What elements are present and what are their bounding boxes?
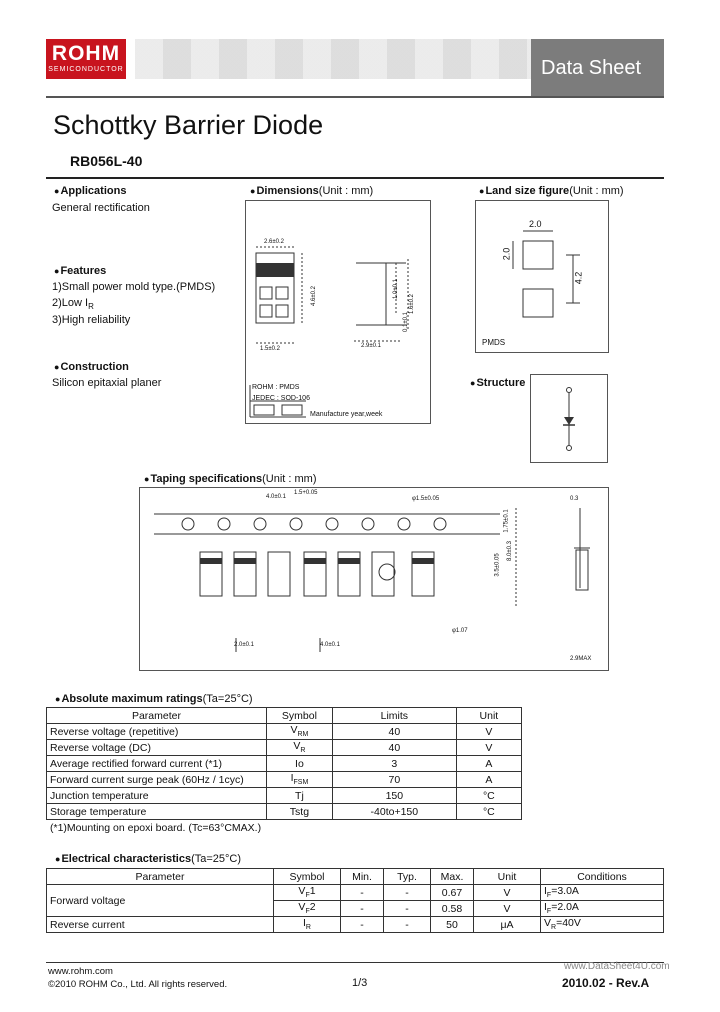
- taping-w-label: 8.0±0.3: [506, 541, 513, 561]
- dim-h1-label: 1.0±0.1: [392, 279, 399, 299]
- footer-copyright: ©2010 ROHM Co., Ltd. All rights reserved.: [48, 979, 228, 990]
- dimensions-heading: ● Dimensions(Unit : mm): [250, 185, 373, 197]
- structure-heading: ● Structure: [470, 377, 525, 389]
- header-band: [135, 39, 531, 79]
- land-pattern-drawing: [476, 201, 608, 352]
- land-pkg-label: PMDS: [482, 338, 506, 347]
- tape-drawing: [140, 488, 608, 670]
- structure-figure: [530, 374, 608, 463]
- rohm-logo: ROHM SEMICONDUCTOR: [46, 39, 126, 79]
- taping-pitch-label: 2.0±0.1: [234, 642, 254, 648]
- land-width-label: 2.0: [529, 219, 542, 229]
- taping-d0-label: 1.5+0.05: [294, 490, 318, 496]
- dim-w-label: 2.9±0.1: [361, 343, 381, 349]
- applications-text: General rectification: [52, 202, 150, 214]
- dim-h2-label: 1.6±0.2: [408, 294, 415, 314]
- table-row: Reverse current $I_R$ - - 50 μA $V_R=40V$: [47, 917, 664, 933]
- dimensions-figure: [245, 200, 431, 424]
- abs-max-table: [46, 707, 522, 820]
- dim-side-label: 4.6±0.2: [310, 286, 317, 306]
- applications-heading: ● Applications: [54, 185, 126, 197]
- taping-e-label: 1.75±0.1: [503, 509, 510, 533]
- revision: 2010.02 - Rev.A: [562, 976, 650, 990]
- table-row: Average rectified forward current (*1) Io 3 A: [47, 756, 522, 772]
- taping-d1-label: φ1.5±0.05: [412, 496, 440, 502]
- diode-symbol: [531, 375, 607, 462]
- feature-item-3: 3)High reliability: [52, 314, 131, 326]
- pkg-label: ROHM : PMDS: [252, 384, 300, 391]
- footer-url[interactable]: www.rohm.com: [48, 966, 113, 977]
- abs-max-footnote: (*1)Mounting on epoxi board. (Tc=63°CMAX.): [50, 822, 262, 834]
- construction-text: Silicon epitaxial planer: [52, 377, 162, 389]
- dim-top-label: 2.6±0.2: [264, 239, 284, 245]
- feature-item-1: 1)Small power mold type.(PMDS): [52, 281, 216, 293]
- taping-p0-label: 4.0±0.1: [266, 494, 286, 500]
- elec-table: [46, 868, 664, 933]
- taping-heading: ● Taping specifications(Unit : mm): [144, 473, 316, 485]
- dim-t-label: 0.1±0.1: [402, 312, 409, 332]
- table-row: $V_F2$ - - 0.58 V $I_F=2.0A$: [47, 901, 664, 917]
- elec-heading: ● Electrical characteristics(Ta=25°C): [55, 853, 241, 865]
- table-row: Forward current surge peak (60Hz / 1cyc) $I_{FSM}$ 70 A: [47, 772, 522, 788]
- watermark: www.DataSheet4U.com: [564, 961, 670, 972]
- jedec-label: JEDEC : SOD-106: [252, 395, 310, 402]
- feature-item-2: 2)Low $I_R$: [52, 297, 94, 312]
- table-header-row: Parameter Symbol Limits Unit: [47, 708, 522, 724]
- marking-note: Manufacture year,week: [310, 411, 383, 418]
- abs-max-heading: ● Absolute maximum ratings(Ta=25°C): [55, 693, 253, 705]
- construction-heading: ● Construction: [54, 361, 129, 373]
- dim-bottom-label: 1.5±0.2: [260, 346, 280, 352]
- features-heading: ● Features: [54, 265, 106, 277]
- table-row: Forward voltage $V_F1$ - - 0.67 V $I_F=3.0A$: [47, 885, 664, 901]
- page-title: Schottky Barrier Diode: [53, 110, 324, 140]
- land-size-figure: [475, 200, 609, 353]
- taping-k0-label: 2.9MAX: [570, 656, 592, 662]
- part-number: RB056L-40: [70, 153, 143, 169]
- part-divider: [46, 177, 664, 179]
- taping-t-label: 0.3: [570, 496, 579, 502]
- land-size-heading: ● Land size figure(Unit : mm): [479, 185, 624, 197]
- land-gap-label: 4.2: [573, 271, 584, 285]
- taping-k-label: φ1.07: [452, 628, 468, 634]
- land-height-label: 2.0: [501, 247, 512, 261]
- doc-type-box: Data Sheet: [531, 39, 664, 97]
- table-row: Reverse voltage (repetitive) $V_{RM}$ 40 V: [47, 724, 522, 740]
- table-header-row: Parameter Symbol Min. Typ. Max. Unit Conditions: [47, 869, 664, 885]
- taping-f-label: 3.5±0.05: [494, 553, 501, 577]
- taping-figure: [139, 487, 609, 671]
- taping-p1-label: 4.0±0.1: [320, 642, 340, 648]
- page-number: 1/3: [352, 977, 368, 989]
- header-divider: [46, 96, 664, 98]
- table-row: Junction temperature Tj 150 °C: [47, 788, 522, 804]
- table-row: Reverse voltage (DC) $V_R$ 40 V: [47, 740, 522, 756]
- table-row: Storage temperature Tstg -40to+150 °C: [47, 804, 522, 820]
